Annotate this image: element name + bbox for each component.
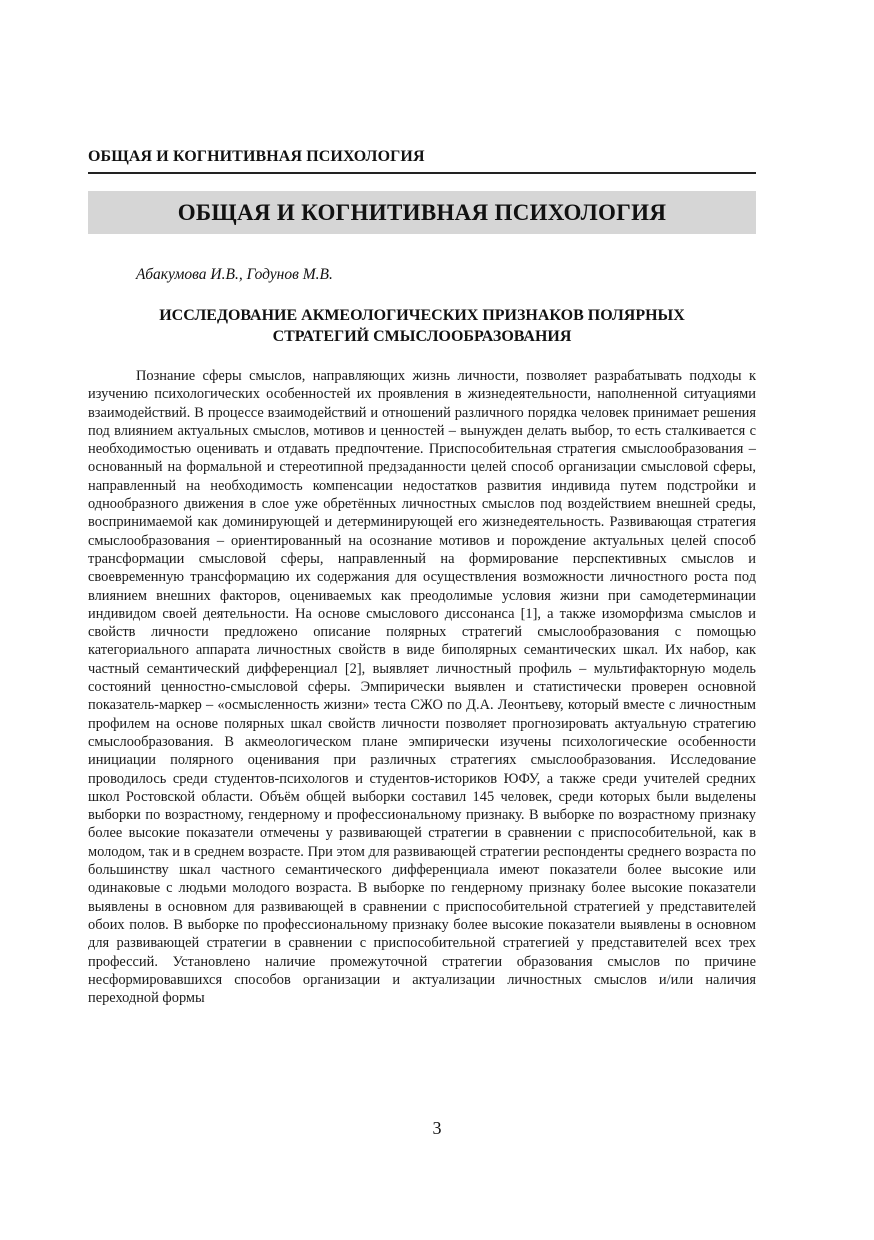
section-banner-title: ОБЩАЯ И КОГНИТИВНАЯ ПСИХОЛОГИЯ — [177, 199, 667, 225]
running-header: ОБЩАЯ И КОГНИТИВНАЯ ПСИХОЛОГИЯ — [88, 148, 425, 165]
body-paragraph: Познание сферы смыслов, направляющих жизнь личности, позволяет разрабатывать подходы к изучению психологических особенностей их проявления в жизнедеятельности, наполненной ситуациями взаимодействий. В процессе взаимодействий и отношений различного порядка человек принимает решения под влиянием актуальных смыслов, мотивов и ценностей – вынужден делать выбор, то есть сталкивается с необходимостью оценивать и отдавать предпочтение. Приспособительная стратегия смыслообразования – основанный на формальной и стереотипной предзаданности целей способ организации смысловой сферы, направленный на необходимость компенсации недостатков развития индивида путем подстройки и однообразного движения в слое уже обретённых личностных смыслов под воздействием внешней среды, воспринимаемой как доминирующей и детерминирующей его жизнедеятельность. Развивающая стратегия смыслообразования – ориентированный на осознание мотивов и порождение актуальных целей способ трансформации смысловой сферы, направленный на формирование перспективных смыслов и своевременную трансформацию их содержания для осуществления возможности личностного роста под влиянием внешних факторов, оцениваемых как преодолимые условия жизни при самодетерминации индивидом своей деятельности. На основе смыслового диссонанса [1], а также изоморфизма смыслов и свойств личности предложено описание полярных стратегий смыслообразования с помощью категориального аппарата личностных свойств в виде биполярных семантических шкал. Их набор, как частный семантический дифференциал [2], выявляет личностный профиль – мультифакторную модель состояний ценностно-смысловой сферы. Эмпирически выявлен и статистически проверен основной показатель-маркер – «осмысленность жизни» теста СЖО по Д.А. Леонтьеву, который вместе с личностным профилем на основе полярных шкал свойств личности позволяет прогнозировать актуальную стратегию смыслообразования. В акмеологическом плане эмпирически изучены психологические особенности инициации полярного оценивания при различных стратегиях смыслообразования. Исследование проводилось среди студентов-психологов и студентов-историков ЮФУ, а также среди учителей средних школ Ростовской области. Объём общей выборки составил 145 человек, среди которых были выделены выборки по возрастному, гендерному и профессиональному признаку. В выборке по возрастному признаку более высокие показатели отмечены у развивающей стратегии в сравнении с приспособительной, как в молодом, так и в среднем возрасте. При этом для развивающей стратегии респонденты среднего возраста по большинству шкал частного семантического дифференциала имеют показатели более высокие или одинаковые с людьми молодого возраста. В выборке по гендерному признаку более высокие показатели выявлены в основном для развивающей в сравнении с приспособительной стратегией у представителей обоих полов. В выборке по профессиональному признаку более высокие показатели выявлены в основном для развивающей стратегии в сравнении с приспособительной стратегией у представителей всех трех профессий. Установлено наличие промежуточной стратегии образования смыслов по причине несформировавшихся способов организации и актуализации личностных смыслов и/или наличия переходной формы — [88, 368, 756, 1007]
header-rule — [88, 172, 756, 174]
article-body — [88, 367, 756, 1007]
article-title — [88, 305, 756, 347]
article-authors: Абакумова И.В., Годунов М.В. — [136, 266, 333, 283]
article-title-line-1: ИССЛЕДОВАНИЕ АКМЕОЛОГИЧЕСКИХ ПРИЗНАКОВ ПОЛЯРНЫХ — [159, 307, 685, 324]
article-title-line-2: СТРАТЕГИЙ СМЫСЛООБРАЗОВАНИЯ — [272, 328, 572, 345]
page-number: 3 — [432, 1118, 442, 1138]
section-banner — [88, 191, 756, 234]
